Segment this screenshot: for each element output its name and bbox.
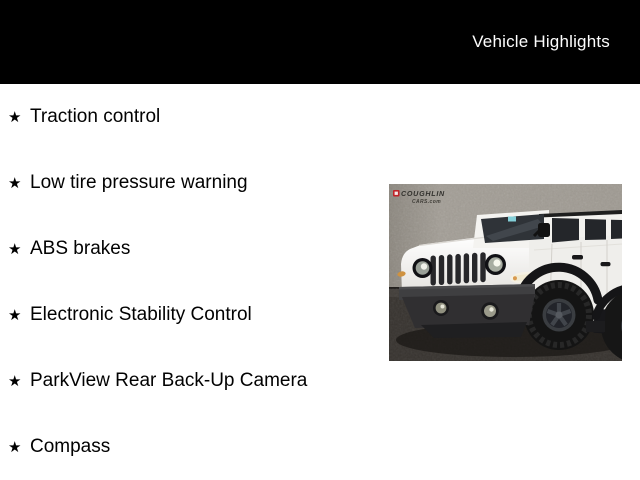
feature-label: Low tire pressure warning — [30, 172, 248, 193]
feature-item — [0, 414, 386, 480]
feature-label: ABS brakes — [30, 238, 131, 259]
feature-label: Traction control — [30, 106, 161, 127]
vehicle-photo — [389, 184, 622, 361]
star-bullet-icon: ★ — [8, 438, 22, 456]
feature-label: ParkView Rear Back-Up Camera — [30, 370, 308, 391]
door-handle-rear — [601, 262, 611, 266]
header-bar — [0, 0, 640, 84]
dealer-logo-name: COUGHLIN — [401, 189, 445, 198]
headlight-left — [413, 258, 433, 278]
dealer-logo-sub: CARS.com — [412, 199, 442, 205]
star-bullet-icon: ★ — [8, 108, 22, 126]
feature-list — [0, 84, 386, 480]
feature-label: Electronic Stability Control — [30, 304, 252, 325]
rocker-panel — [586, 321, 605, 332]
door-handle-front — [572, 255, 583, 260]
star-bullet-icon: ★ — [8, 240, 22, 258]
feature-item — [0, 84, 386, 150]
vehicle-photo-art — [389, 184, 622, 361]
feature-label: Compass — [30, 436, 111, 457]
headlight-right — [485, 254, 506, 275]
feature-item — [0, 282, 386, 348]
feature-item — [0, 150, 386, 216]
star-bullet-icon: ★ — [8, 174, 22, 192]
feature-item — [0, 348, 386, 414]
windshield — [481, 214, 544, 243]
side-windows — [552, 218, 622, 243]
star-bullet-icon: ★ — [8, 306, 22, 324]
page-title: Vehicle Highlights — [472, 32, 610, 51]
feature-item — [0, 216, 386, 282]
star-bullet-icon: ★ — [8, 372, 22, 390]
